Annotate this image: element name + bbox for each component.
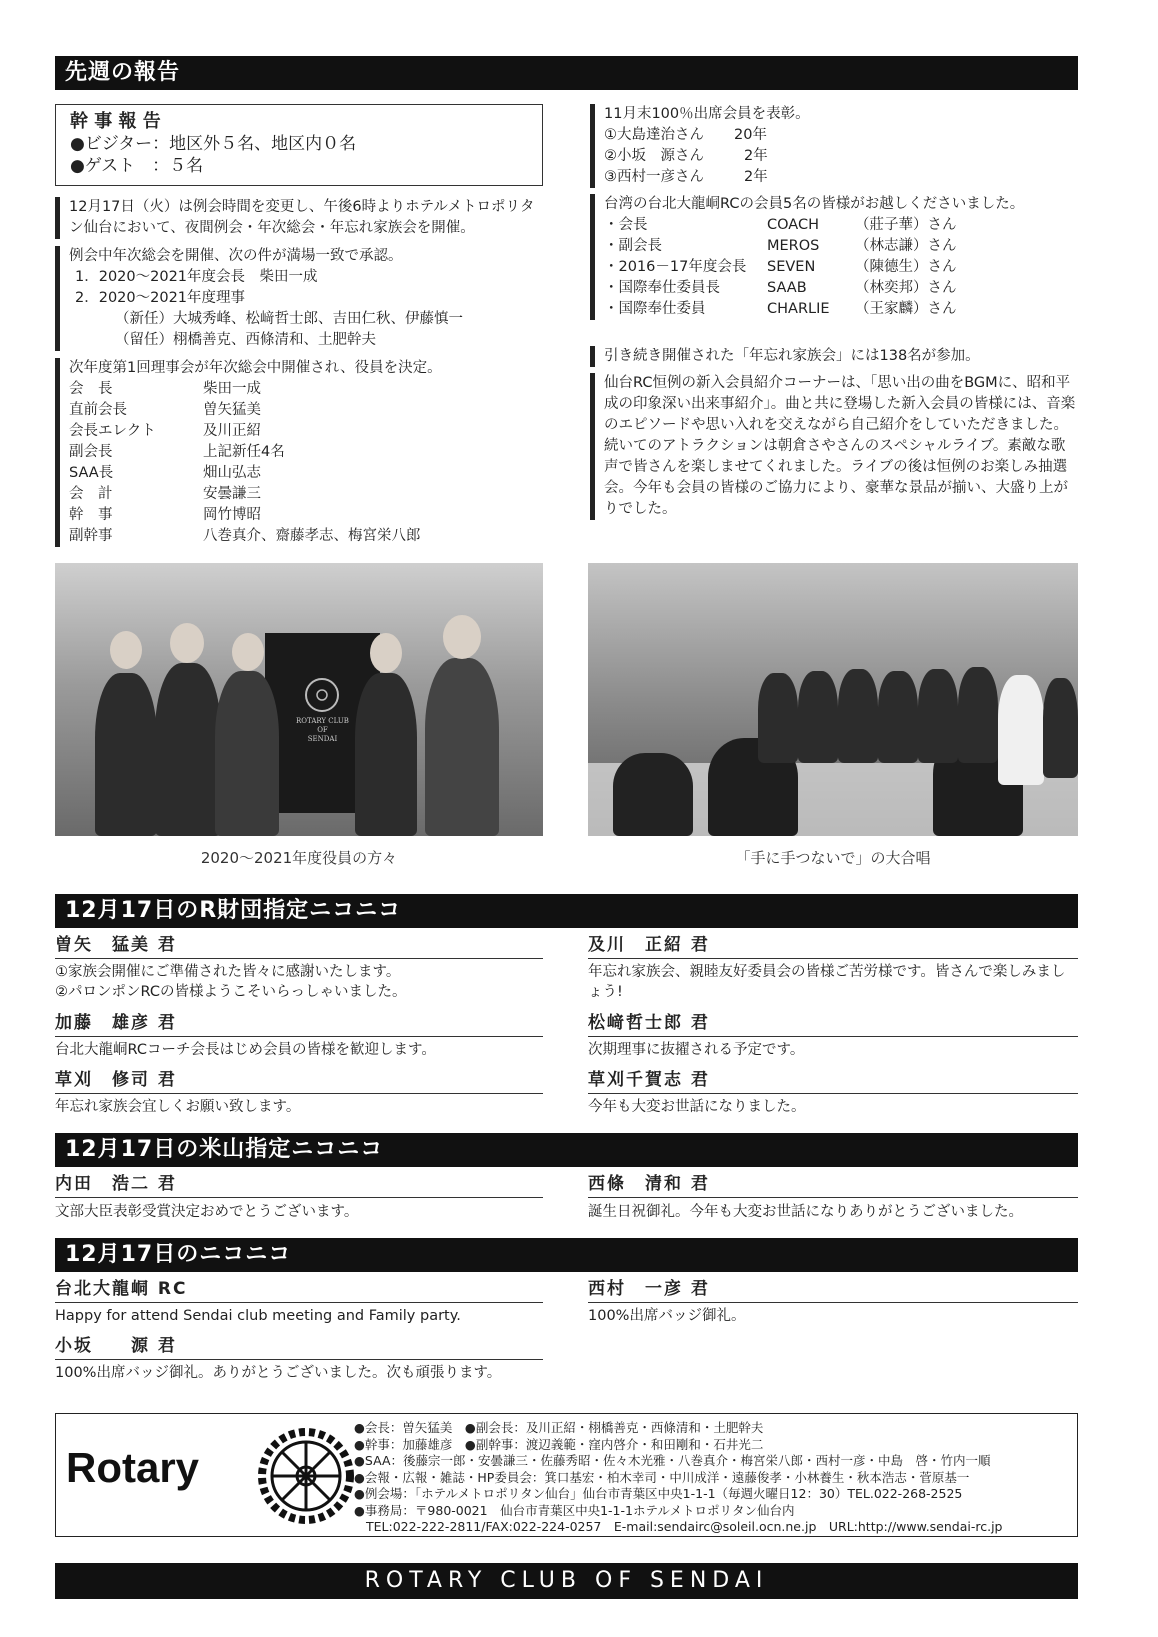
person — [838, 669, 878, 763]
officer-row — [69, 421, 545, 442]
guest-role: ・国際奉仕委員長 — [604, 280, 720, 296]
party-attendance: 引き続き開催された「年忘れ家族会」には138名が参加。 — [590, 346, 1078, 367]
officers-section — [55, 358, 545, 547]
guest-cn-name: （陳德生）さん — [855, 259, 957, 275]
officer-name: 岡竹博昭 — [203, 507, 261, 523]
member-name: 曽矢 猛美 君 — [55, 933, 543, 959]
guest-cn-name: （林志謙）さん — [855, 238, 957, 254]
member-name: 及川 正紹 君 — [588, 933, 1078, 959]
officer-role: 会 計 — [69, 486, 113, 502]
person-head — [170, 623, 204, 663]
person — [798, 671, 838, 763]
member-name: 草刈千賀志 君 — [588, 1068, 1078, 1094]
officer-role: 副幹事 — [69, 528, 113, 544]
member-name: 西條 清和 君 — [588, 1172, 1078, 1198]
annual-sub-new: （新任）大城秀峰、松﨑哲士郎、吉田仁秋、伊藤慎一 — [115, 311, 463, 327]
secretary-title: 幹 事 報 告 — [70, 111, 161, 132]
annual-meeting-intro: 例会中年次総会を開催、次の件が満場一致で承認。 — [69, 248, 403, 264]
person-head — [370, 633, 402, 673]
person — [155, 663, 221, 836]
guest-role: ・会長 — [604, 217, 648, 233]
officer-name: 畑山弘志 — [203, 465, 261, 481]
attendance-row — [604, 167, 1078, 188]
member-message: 台北大龍峒RCコーチ会長はじめ会員の皆様を歓迎します。 — [55, 1042, 436, 1058]
info-line: ●幹事：加藤雄彦 ●副幹事：渡辺義範・窪内啓介・和田剛和・石井光二 — [354, 1436, 764, 1452]
person — [918, 669, 958, 763]
secretary-report-box — [55, 104, 543, 186]
member-name: 西村 一彦 君 — [588, 1277, 1078, 1303]
info-line: ●事務局：〒980-0021 仙台市青葉区中央1-1-1ホテルメトロポリタン仙台内 — [354, 1502, 795, 1518]
member-message: 次期理事に抜擢される予定です。 — [588, 1042, 805, 1058]
meeting-notice: 12月17日（火）は例会時間を変更し、午後6時よりホテルメトロポリタン仙台において、夜間例会・年次総会・年忘れ家族会を開催。 — [55, 197, 545, 239]
chair — [613, 753, 693, 836]
member-message: 100%出席バッジ御礼。ありがとうございました。次も頑張ります。 — [55, 1365, 502, 1381]
person — [215, 671, 279, 836]
info-line: ●例会場：「ホテルメトロポリタン仙台」仙台市青葉区中央1-1-1（毎週火曜日12：30）TEL.022-268-2525 — [354, 1486, 963, 1501]
taiwan-guest-row — [604, 236, 1078, 257]
attendance-name: ②小坂 源さん — [604, 148, 704, 164]
section-header-nikoniko: 12月17日のニコニコ — [55, 1238, 1078, 1272]
attendance-row — [604, 125, 1078, 146]
attendance-intro: 11月末100％出席会員を表彰。 — [604, 106, 810, 122]
banner-line: ROTARY CLUB — [296, 717, 349, 725]
attendance-name: ①大島達治さん — [604, 127, 704, 143]
info-line: TEL:022-222-2811/FAX:022-224-0257 E-mail:sendairc@soleil.ocn.ne.jp URL:http://www.sendai-rc.jp — [366, 1519, 1003, 1534]
taiwan-guests-section — [590, 194, 1078, 320]
attendance-years: 2年 — [744, 148, 768, 164]
banner-line: OF — [317, 726, 328, 734]
attendance-years: 2年 — [744, 169, 768, 185]
officer-name: 安曇謙三 — [203, 486, 261, 502]
person — [355, 673, 417, 836]
annual-meeting-section — [55, 246, 545, 351]
rotary-wheel-icon — [256, 1426, 356, 1526]
attendance-name: ③西村一彦さん — [604, 169, 704, 185]
guest-en-name: MEROS — [767, 238, 820, 254]
taiwan-guest-row — [604, 257, 1078, 278]
member-name: 松﨑哲士郎 君 — [588, 1011, 1078, 1037]
choir-photo — [588, 563, 1078, 836]
person-head — [232, 633, 264, 671]
banner-line: SENDAI — [307, 735, 338, 743]
taiwan-guest-row — [604, 299, 1078, 320]
officer-role: 会 長 — [69, 381, 113, 397]
guest-cn-name: （林奕邦）さん — [855, 280, 957, 296]
guests-line: ●ゲスト ：５名 — [70, 156, 204, 176]
rotary-logo: Rotary — [66, 1444, 200, 1491]
visitors-line: ●ビジター：地区外５名、地区内０名 — [70, 134, 357, 154]
taiwan-guest-row — [604, 278, 1078, 299]
guest-cn-name: （王家麟）さん — [855, 301, 957, 317]
annual-item-2: 2．2020～2021年度理事 — [75, 290, 246, 306]
member-message: 文部大臣表彰受賞決定おめでとうございます。 — [55, 1204, 359, 1220]
member-message: 年忘れ家族会、親睦友好委員会の皆様ご苦労様です。皆さんで楽しみましょう! — [588, 964, 1066, 1000]
officer-name: 及川正紹 — [203, 423, 261, 439]
attendance-section — [590, 104, 1078, 188]
section-header-last-week: 先週の報告 — [55, 56, 1078, 90]
person — [998, 675, 1044, 785]
member-message: ①家族会開催にご準備された皆々に感謝いたします。 ②パロンポンRCの皆様ようこそいらっしゃいました。 — [55, 964, 407, 1000]
officer-row — [69, 484, 545, 505]
officer-row — [69, 463, 545, 484]
officer-role: 直前会長 — [69, 402, 127, 418]
officers-photo-caption: 2020～2021年度役員の方々 — [200, 849, 398, 867]
guest-en-name: SAAB — [767, 280, 807, 296]
person-head — [443, 615, 481, 659]
attendance-years: 20年 — [734, 127, 767, 143]
officer-row — [69, 379, 545, 400]
member-message: 誕生日祝御礼。今年も大変お世話になりありがとうございました。 — [588, 1204, 1023, 1220]
guest-role: ・国際奉仕委員 — [604, 301, 706, 317]
officer-name: 八巻真介、齋藤孝志、梅宮栄八郎 — [203, 528, 421, 544]
member-message: 100%出席バッジ御礼。 — [588, 1308, 746, 1324]
person — [878, 671, 918, 763]
member-name: 内田 浩二 君 — [55, 1172, 543, 1198]
officer-role: SAA長 — [69, 465, 114, 481]
club-info-box — [55, 1413, 1078, 1537]
guest-role: ・副会長 — [604, 238, 662, 254]
section-header-yoneyama: 12月17日の米山指定ニコニコ — [55, 1133, 1078, 1167]
guest-cn-name: （莊子華）さん — [855, 217, 957, 233]
member-message: 今年も大変お世話になりました。 — [588, 1099, 806, 1115]
annual-item-1: 1．2020～2021年度会長 柴田一成 — [75, 269, 318, 285]
info-line: ●会報・広報・雑誌・HP委員会：箕口基宏・柏木幸司・中川成洋・遠藤俊孝・小林養生・秋本浩志・菅原基一 — [354, 1469, 970, 1485]
person — [958, 667, 998, 763]
member-message: Happy for attend Sendai club meeting and Family party. — [55, 1308, 461, 1324]
officer-name: 柴田一成 — [203, 381, 261, 397]
officer-role: 副会長 — [69, 444, 113, 460]
member-name: 草刈 修司 君 — [55, 1068, 543, 1094]
club-info-lines — [354, 1420, 1003, 1536]
info-line: ●会長：曽矢猛美 ●副会長：及川正紹・栩橋善克・西條清和・土肥幹夫 — [354, 1420, 764, 1435]
info-line: ●SAA：後藤宗一郎・安曇謙三・佐藤秀昭・佐々木光雅・八巻真介・梅宮栄八郎・西村一彦・中島 啓・竹内一順 — [354, 1453, 991, 1468]
person — [758, 673, 798, 763]
annual-sub-continue: （留任）栩橋善克、西條清和、土肥幹夫 — [115, 332, 376, 348]
member-name: 小坂 源 君 — [55, 1334, 543, 1360]
officer-row — [69, 526, 545, 547]
club-name-footer: ROTARY CLUB OF SENDAI — [55, 1563, 1078, 1599]
guest-en-name: SEVEN — [767, 259, 816, 275]
person-head — [110, 631, 142, 669]
choir-photo-caption: 「手に手つないで」の大合唱 — [735, 849, 931, 867]
officer-row — [69, 442, 545, 463]
guest-role: ・2016－17年度会長 — [604, 259, 747, 275]
officer-row — [69, 400, 545, 421]
guest-en-name: COACH — [767, 217, 819, 233]
taiwan-intro: 台湾の台北大龍峒RCの会員5名の皆様がお越しくださいました。 — [604, 196, 1025, 212]
officer-row — [69, 505, 545, 526]
officer-name: 曽矢猛美 — [203, 402, 261, 418]
guest-en-name: CHARLIE — [767, 301, 830, 317]
person — [95, 673, 157, 836]
person — [1043, 678, 1078, 778]
officer-name: 上記新任4名 — [203, 444, 285, 460]
member-name: 台北大龍峒 RC — [55, 1277, 543, 1303]
taiwan-guest-row — [604, 215, 1078, 236]
attendance-row — [604, 146, 1078, 167]
member-name: 加藤 雄彦 君 — [55, 1011, 543, 1037]
person — [425, 658, 499, 836]
officers-photo — [55, 563, 543, 836]
member-message: 年忘れ家族会宜しくお願い致します。 — [55, 1099, 301, 1115]
officers-intro: 次年度第1回理事会が年次総会中開催され、役員を決定。 — [69, 360, 442, 376]
party-detail: 仙台RC恒例の新入会員紹介コーナーは、「思い出の曲をBGMに、昭和平成の印象深い出来事紹介」。曲と共に登場した新入会員の皆様には、音楽のエピソードや思い入れを交えながら自己紹介をしていただきました。続いてのアトラクションは朝倉さやさんのスペシャルライブ。素敵な歌声で皆さんを楽しませてくれました。ライブの後は恒例のお楽しみ抽選会。今年も会員の皆様のご協力により、豪華な景品が揃い、大盛り上がりでした。 — [590, 373, 1078, 520]
officer-role: 幹 事 — [69, 507, 113, 523]
officer-role: 会長エレクト — [69, 423, 156, 439]
section-header-r-foundation: 12月17日のR財団指定ニコニコ — [55, 894, 1078, 928]
